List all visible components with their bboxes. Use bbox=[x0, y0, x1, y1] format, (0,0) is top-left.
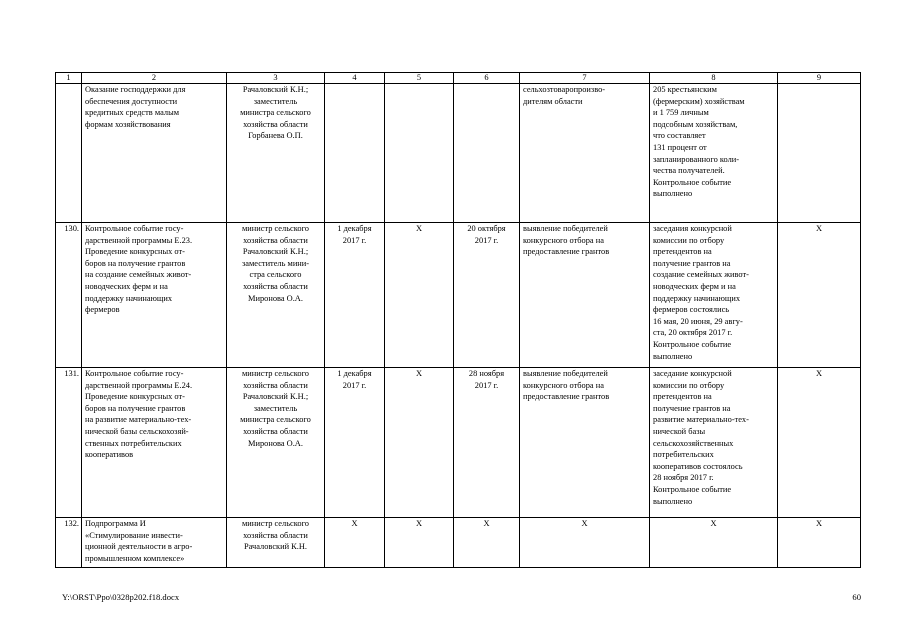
event-name: Оказание господдержки для обеспечения доступности кредитных средств малым формам хозяйствования bbox=[82, 84, 227, 223]
expected-result: выявление победителей конкурсного отбора на предоставление грантов bbox=[520, 223, 650, 368]
start-date: 1 декабря 2017 г. bbox=[325, 368, 385, 518]
col-number: 9 bbox=[778, 73, 861, 84]
footer-file-path: Y:\ORST\Ppo\0328p202.f18.docx bbox=[62, 592, 180, 602]
event-name: Контрольное событие госу- дарственной программы Е.24. Проведение конкурсных от- боров на получение грантов на развитие материально-тех- нической базы сельскохозяй- ственных потребительских кооперативов bbox=[82, 368, 227, 518]
plan-end: Х bbox=[385, 223, 454, 368]
col-number: 1 bbox=[56, 73, 82, 84]
problems bbox=[778, 84, 861, 223]
col-number: 3 bbox=[227, 73, 325, 84]
col-number: 7 bbox=[520, 73, 650, 84]
report-table bbox=[55, 72, 861, 568]
problems: Х bbox=[778, 223, 861, 368]
actual-result: 205 крестьянским (фермерским) хозяйствам и 1 759 личным подсобным хозяйствам, что составляет 131 процент от запланированного коли- чества получателей. Контрольное событие выполнено bbox=[650, 84, 778, 223]
fact-end: Х bbox=[454, 518, 520, 568]
col-number: 5 bbox=[385, 73, 454, 84]
row-number bbox=[56, 84, 82, 223]
row-number: 130. bbox=[56, 223, 82, 368]
start-date bbox=[325, 84, 385, 223]
row-number: 132. bbox=[56, 518, 82, 568]
plan-end bbox=[385, 84, 454, 223]
actual-result: заседания конкурсной комиссии по отбору претендентов на получение грантов на создание семейных живот- новодческих ферм и на поддержку начинающих фермеров состоялись 16 мая, 20 июня, 29 авгу- ста, 20 октября 2017 г. Контрольное событие выполнено bbox=[650, 223, 778, 368]
plan-end: Х bbox=[385, 368, 454, 518]
fact-end: 20 октября 2017 г. bbox=[454, 223, 520, 368]
event-name: Подпрограмма И «Стимулирование инвести- ционной деятельности в агро- промышленном комплексе» bbox=[82, 518, 227, 568]
table-row bbox=[56, 518, 861, 568]
page-number: 60 bbox=[852, 592, 861, 602]
col-number: 4 bbox=[325, 73, 385, 84]
column-number-row bbox=[56, 73, 861, 84]
table-row bbox=[56, 223, 861, 368]
actual-result: заседание конкурсной комиссии по отбору претендентов на получение грантов на развитие материально-тех- нической базы сельскохозяйственных потребительских кооперативов состоялось 28 ноября 2017 г. Контрольное событие выполнено bbox=[650, 368, 778, 518]
col-number: 2 bbox=[82, 73, 227, 84]
responsible: министр сельского хозяйства области Рачаловский К.Н.; заместитель мини- стра сельского хозяйства области Миронова О.А. bbox=[227, 223, 325, 368]
problems: Х bbox=[778, 368, 861, 518]
expected-result: Х bbox=[520, 518, 650, 568]
expected-result: выявление победителей конкурсного отбора на предоставление грантов bbox=[520, 368, 650, 518]
expected-result: сельхозтоваропроизво- дителям области bbox=[520, 84, 650, 223]
col-number: 8 bbox=[650, 73, 778, 84]
responsible: министр сельского хозяйства области Рачаловский К.Н. bbox=[227, 518, 325, 568]
col-number: 6 bbox=[454, 73, 520, 84]
table-row bbox=[56, 84, 861, 223]
row-number: 131. bbox=[56, 368, 82, 518]
responsible: Рачаловский К.Н.; заместитель министра сельского хозяйства области Горбанева О.П. bbox=[227, 84, 325, 223]
table-row bbox=[56, 368, 861, 518]
fact-end bbox=[454, 84, 520, 223]
event-name: Контрольное событие госу- дарственной программы Е.23. Проведение конкурсных от- боров на получение грантов на создание семейных живот- новодческих ферм и на поддержку начинающих фермеров bbox=[82, 223, 227, 368]
problems: Х bbox=[778, 518, 861, 568]
plan-end: Х bbox=[385, 518, 454, 568]
actual-result: Х bbox=[650, 518, 778, 568]
fact-end: 28 ноября 2017 г. bbox=[454, 368, 520, 518]
start-date: Х bbox=[325, 518, 385, 568]
responsible: министр сельского хозяйства области Рачаловский К.Н.; заместитель министра сельского хозяйства области Миронова О.А. bbox=[227, 368, 325, 518]
start-date: 1 декабря 2017 г. bbox=[325, 223, 385, 368]
